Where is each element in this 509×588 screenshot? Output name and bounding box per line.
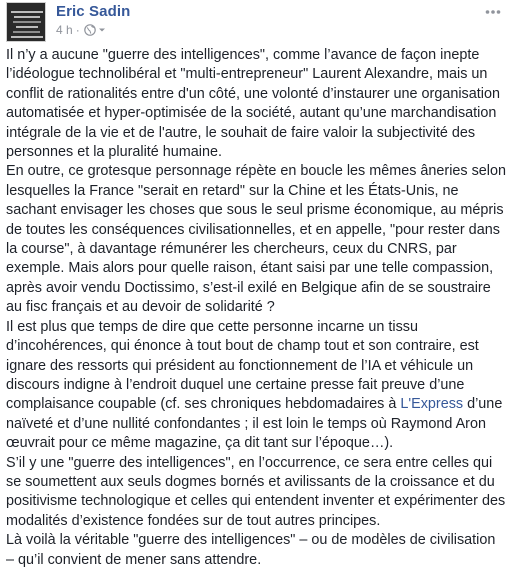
post-paragraph (6, 318, 506, 454)
post-paragraph: En outre, ce grotesque personnage répète en boucle les mêmes âneries selon lesquelles la France "serait en retard" sur la Chine et les États-Unis, ne sachant envisager les choses que sous le seul prisme économique, au mépris de toutes les conséquences civilisationnelles, et en appelle, "pour rester dans la course", à davantage rémunérer les chercheurs, ceux du CNRS, par exemple. Mais alors pour quelle raison, étant saisi par une telle compassion, après avoir vendu Doctissimo, s’est-il exilé en Belgique afin de se soustraire au fisc français et au devoir de solidarité ? (6, 163, 506, 316)
avatar-image (11, 11, 43, 41)
more-options-icon[interactable] (485, 8, 501, 16)
post-paragraph: S’il y une "guerre des intelligences", en l’occurrence, ce sera entre celles qui se soumettent aux seuls dogmes bornés et avilissants de la croissance et du positivisme technologique et celles qui entendent inventer et expérimenter des modalités d’existence fondées sur de tout autres principes. (6, 454, 506, 529)
post-header (6, 2, 509, 42)
paragraph-text: d’une naïveté et d’une nullité confondantes ; il est loin le temps où Raymond Aron œuvrait pour ce même magazine, ça dit tant sur l’époque…). (6, 396, 503, 452)
paragraph-text: Il est plus que temps de dire que cette personne incarne un tissu d’incohérences, qui énonce à tout bout de champ tout et son contraire, est ignare des ressorts qui président au fonctionnement de l’IA et véhicule un discours indigne à l’endroit duquel une certaine presse fait preuve d’une complaisance coupable (cf. ses chroniques hebdomadaires à (6, 318, 479, 413)
globe-icon[interactable] (84, 24, 96, 36)
author-name[interactable]: Eric Sadin (56, 3, 131, 20)
avatar[interactable] (6, 2, 46, 42)
post-paragraph: Il n’y a aucune "guerre des intelligences", comme l’avance de façon inepte l’idéologue technolibéral et "multi-entrepreneur" Laurent Alexandre, mais un conflit de rationalités entre d'un côté, une volonté d’instaurer une organisation automatisée et hyper-optimisée de la société, autant qu’une marchandisation intégrale de la vie et de l'autre, le souhait de faire valoir la subjectivité des personnes et la pluralité humaine. (6, 47, 500, 161)
lexpress-link[interactable]: L'Express (400, 396, 464, 413)
post-meta (56, 23, 106, 37)
post-paragraph: Là voilà la véritable "guerre des intelligences" – ou de modèles de civilisation – qu’il convient de mener sans attendre. (6, 532, 496, 568)
post-timestamp[interactable]: 4 h (56, 23, 73, 37)
post-body (6, 46, 506, 570)
meta-separator: · (75, 23, 80, 37)
caret-down-icon[interactable] (98, 26, 106, 34)
